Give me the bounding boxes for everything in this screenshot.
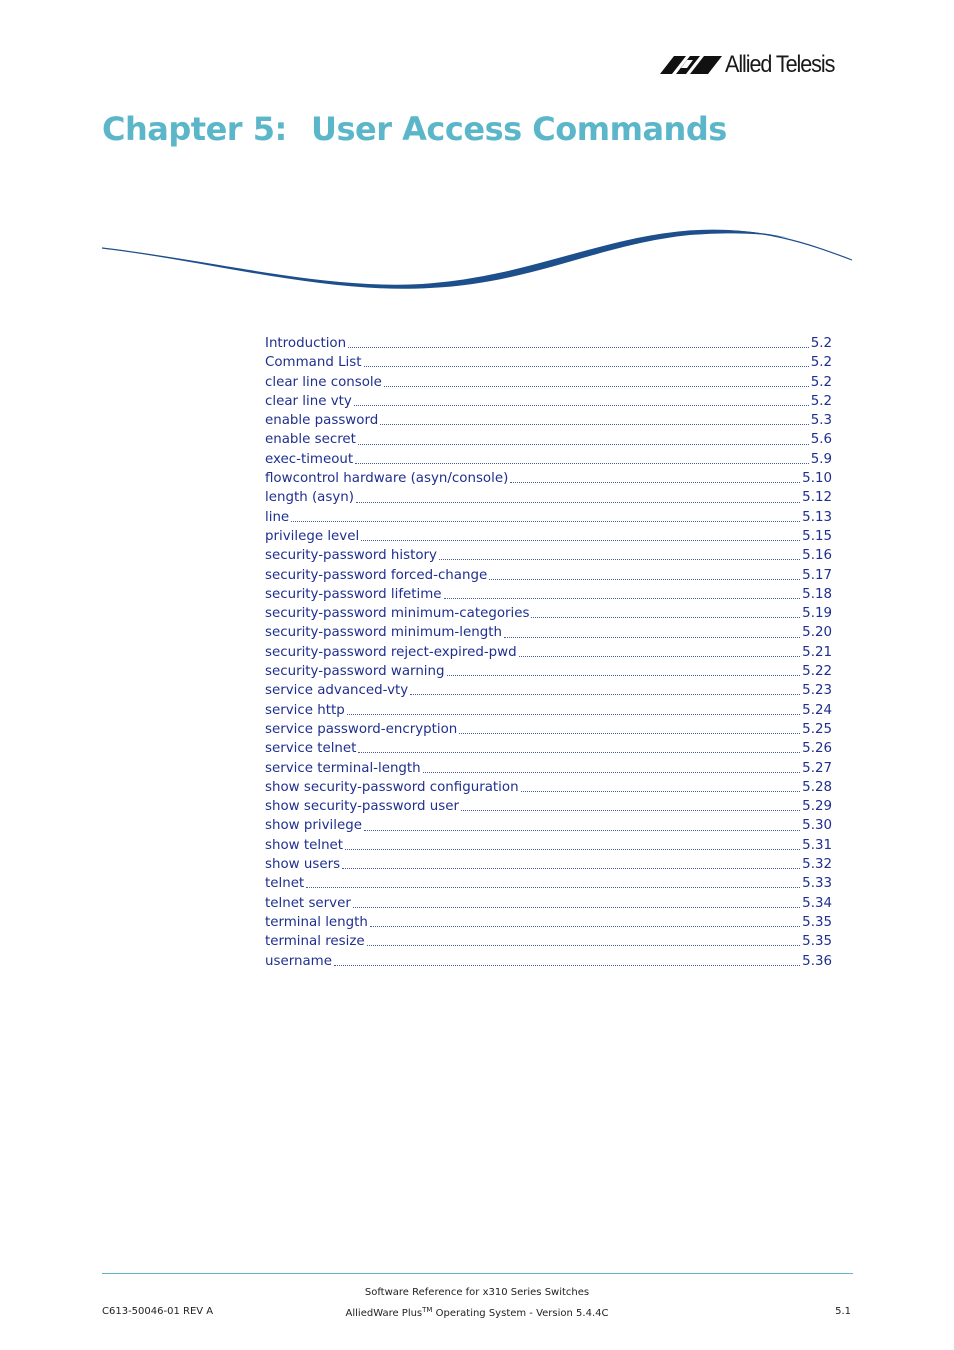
toc-entry-label[interactable]: security-password reject-expired-pwd [265, 644, 517, 660]
toc-entry-page[interactable]: 5.31 [802, 837, 832, 853]
toc-entry-label[interactable]: clear line console [265, 374, 382, 390]
toc-entry[interactable] [265, 855, 832, 874]
footer-doc-title: Software Reference for x310 Series Switches [364, 1287, 590, 1298]
toc-entry-label[interactable]: clear line vty [265, 393, 352, 409]
toc-entry-label[interactable]: Introduction [265, 336, 347, 351]
toc-entry[interactable] [265, 392, 832, 411]
toc-entry[interactable] [265, 353, 832, 372]
toc-entry-label[interactable]: service terminal-length [265, 760, 421, 776]
toc-entry[interactable] [265, 701, 832, 720]
toc-entry[interactable] [265, 913, 832, 932]
toc-entry-label[interactable]: security-password lifetime [265, 586, 442, 602]
toc-entry[interactable] [265, 488, 832, 507]
toc-entry-label[interactable]: telnet [265, 876, 305, 892]
toc-leader-dots [370, 926, 800, 927]
toc-leader-dots [367, 945, 801, 946]
toc-entry-label[interactable]: service advanced-vty [265, 683, 409, 699]
toc-entry-page[interactable]: 5.18 [802, 586, 832, 602]
toc-entry-label[interactable]: Command List [265, 355, 362, 371]
toc-entry-page[interactable]: 5.17 [802, 567, 832, 583]
toc-entry-page[interactable]: 5.25 [802, 721, 832, 737]
toc-entry-label[interactable]: privilege level [265, 528, 360, 544]
toc-entry-label[interactable]: terminal length [265, 914, 368, 930]
toc-entry[interactable] [265, 508, 832, 527]
toc-leader-dots [489, 579, 800, 580]
toc-entry-page[interactable]: 5.2 [810, 336, 832, 351]
toc-entry-label[interactable]: security-password warning [265, 664, 445, 680]
toc-entry-label[interactable]: enable password [265, 413, 379, 429]
toc-entry[interactable] [265, 739, 832, 758]
toc-entry[interactable] [265, 334, 832, 353]
toc-entry-page[interactable]: 5.26 [802, 741, 832, 757]
toc-entry-page[interactable]: 5.36 [802, 953, 832, 969]
table-of-contents [265, 334, 832, 971]
toc-entry-page[interactable]: 5.2 [810, 393, 832, 409]
toc-leader-dots [334, 965, 800, 966]
toc-entry[interactable] [265, 816, 832, 835]
toc-entry-label[interactable]: security-password forced-change [265, 567, 488, 583]
footer-page-number: 5.1 [835, 1306, 851, 1317]
toc-entry[interactable] [265, 836, 832, 855]
toc-entry-page[interactable]: 5.22 [802, 664, 832, 680]
footer-doc-id: C613-50046-01 REV A [102, 1306, 214, 1317]
toc-entry-page[interactable]: 5.27 [802, 760, 832, 776]
toc-entry[interactable] [265, 894, 832, 913]
toc-leader-dots [459, 733, 800, 734]
chapter-heading [102, 110, 727, 148]
toc-entry[interactable] [265, 759, 832, 778]
toc-entry-label[interactable]: show security-password user [265, 799, 459, 815]
toc-entry-page[interactable]: 5.3 [810, 413, 832, 429]
toc-entry[interactable] [265, 874, 832, 893]
toc-entry[interactable] [265, 932, 832, 951]
toc-entry[interactable] [265, 585, 832, 604]
toc-entry-page[interactable]: 5.9 [810, 451, 832, 467]
toc-entry-page[interactable]: 5.12 [802, 490, 832, 506]
toc-entry-page[interactable]: 5.10 [802, 471, 832, 487]
toc-entry-page[interactable]: 5.19 [802, 606, 832, 622]
toc-entry-page[interactable]: 5.13 [802, 509, 832, 525]
toc-entry-label[interactable]: show users [265, 857, 341, 873]
toc-entry-label[interactable]: length (asyn) [265, 490, 354, 506]
toc-entry-page[interactable]: 5.34 [802, 895, 832, 911]
toc-leader-dots [439, 559, 800, 560]
toc-entry[interactable] [265, 604, 832, 623]
toc-leader-dots [531, 617, 800, 618]
toc-leader-dots [461, 810, 800, 811]
toc-leader-dots [358, 444, 809, 445]
footer-os-version [0, 1306, 954, 1319]
toc-entry-page[interactable]: 5.30 [802, 818, 832, 834]
toc-leader-dots [519, 656, 801, 657]
toc-entry[interactable] [265, 450, 832, 469]
toc-entry[interactable] [265, 952, 832, 971]
decorative-swoosh [100, 222, 855, 294]
toc-entry[interactable] [265, 411, 832, 430]
toc-leader-dots [447, 675, 801, 676]
toc-leader-dots [356, 502, 800, 503]
toc-entry[interactable] [265, 527, 832, 546]
chapter-title: User Access Commands [311, 110, 727, 148]
toc-entry-label[interactable]: security-password minimum-categories [265, 606, 530, 622]
toc-entry-label[interactable]: flowcontrol hardware (asyn/console) [265, 471, 509, 487]
toc-entry[interactable] [265, 623, 832, 642]
chapter-number: Chapter 5: [102, 110, 287, 148]
toc-entry-label[interactable]: show telnet [265, 837, 344, 853]
toc-leader-dots [361, 540, 800, 541]
toc-leader-dots [348, 347, 809, 348]
toc-leader-dots [306, 887, 800, 888]
toc-entry-page[interactable]: 5.35 [802, 934, 832, 950]
footer-trademark: TM [422, 1306, 433, 1314]
brand-name: Allied Telesis [725, 51, 835, 78]
toc-entry[interactable] [265, 797, 832, 816]
footer-os-version-text: Operating System - Version 5.4.4C [432, 1308, 609, 1319]
toc-entry-page[interactable]: 5.33 [802, 876, 832, 892]
footer-os-name: AlliedWare Plus [345, 1308, 423, 1319]
toc-entry-label[interactable]: security-password minimum-length [265, 625, 502, 641]
toc-entry[interactable] [265, 546, 832, 565]
toc-entry-label[interactable]: service telnet [265, 741, 357, 757]
toc-leader-dots [291, 521, 800, 522]
toc-leader-dots [410, 694, 800, 695]
toc-entry-page[interactable]: 5.2 [810, 355, 832, 371]
toc-leader-dots [355, 463, 809, 464]
toc-leader-dots [345, 849, 800, 850]
toc-entry-page[interactable]: 5.29 [802, 799, 832, 815]
toc-entry-page[interactable]: 5.20 [802, 625, 832, 641]
toc-entry-page[interactable]: 5.2 [810, 374, 832, 390]
brand-logo [660, 50, 856, 80]
toc-leader-dots [364, 366, 809, 367]
toc-entry-label[interactable]: service password-encryption [265, 721, 458, 737]
toc-entry-label[interactable]: show privilege [265, 818, 362, 834]
toc-leader-dots [521, 791, 801, 792]
toc-entry-label[interactable]: security-password history [265, 548, 437, 564]
toc-entry[interactable] [265, 662, 832, 681]
toc-entry[interactable] [265, 430, 832, 449]
toc-leader-dots [364, 830, 800, 831]
toc-entry-page[interactable]: 5.35 [802, 914, 832, 930]
toc-leader-dots [347, 714, 800, 715]
allied-telesis-logo-icon [660, 55, 722, 75]
toc-entry-label[interactable]: terminal resize [265, 934, 365, 950]
toc-leader-dots [342, 868, 800, 869]
toc-entry[interactable] [265, 778, 832, 797]
toc-entry-page[interactable]: 5.23 [802, 683, 832, 699]
toc-entry[interactable] [265, 681, 832, 700]
toc-leader-dots [444, 598, 801, 599]
toc-entry[interactable] [265, 566, 832, 585]
toc-entry-label[interactable]: enable secret [265, 432, 356, 448]
toc-entry-page[interactable]: 5.6 [810, 432, 832, 448]
toc-entry-label[interactable]: show security-password configuration [265, 779, 519, 795]
toc-leader-dots [423, 772, 800, 773]
toc-entry-page[interactable]: 5.16 [802, 548, 832, 564]
toc-entry[interactable] [265, 373, 832, 392]
toc-entry-label[interactable]: username [265, 953, 332, 969]
toc-entry-label[interactable]: exec-timeout [265, 451, 354, 467]
toc-entry[interactable] [265, 469, 832, 488]
toc-entry[interactable] [265, 643, 832, 662]
toc-entry-label[interactable]: telnet server [265, 895, 351, 911]
footer-divider [102, 1273, 853, 1274]
toc-leader-dots [504, 637, 800, 638]
toc-leader-dots [354, 405, 809, 406]
toc-entry-page[interactable]: 5.28 [802, 779, 832, 795]
toc-entry-label[interactable]: service http [265, 702, 345, 718]
toc-leader-dots [510, 482, 800, 483]
toc-leader-dots [353, 907, 800, 908]
toc-entry-label[interactable]: line [265, 509, 290, 525]
toc-leader-dots [380, 424, 808, 425]
toc-entry-page[interactable]: 5.15 [802, 528, 832, 544]
toc-entry-page[interactable]: 5.32 [802, 857, 832, 873]
toc-leader-dots [384, 386, 809, 387]
toc-entry[interactable] [265, 720, 832, 739]
toc-entry-page[interactable]: 5.21 [802, 644, 832, 660]
toc-entry-page[interactable]: 5.24 [802, 702, 832, 718]
toc-leader-dots [358, 752, 800, 753]
